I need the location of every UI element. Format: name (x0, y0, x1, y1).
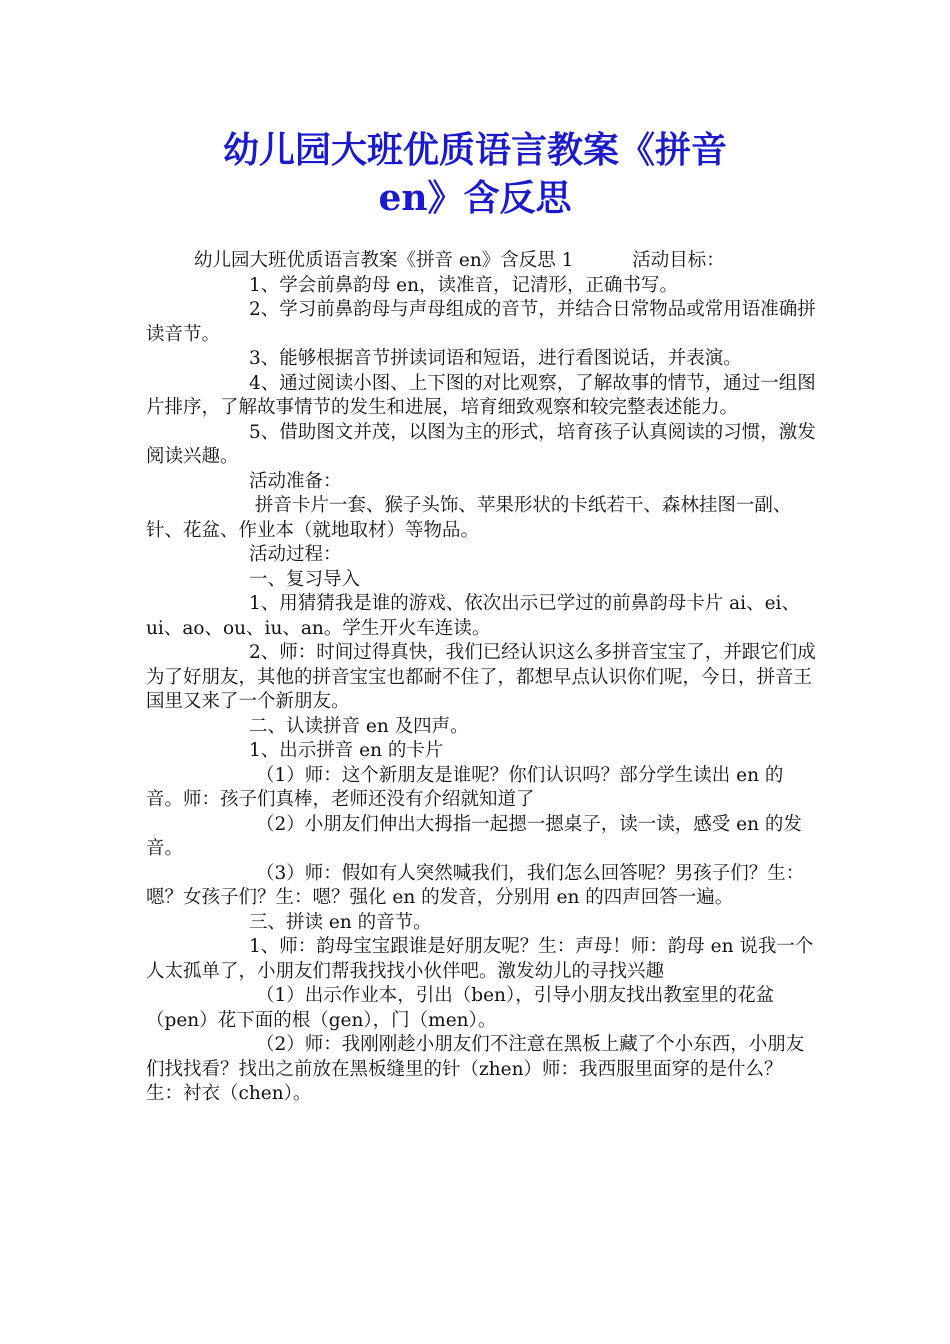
body-paragraph: 拼音卡片一套、猴子头饰、苹果形状的卡纸若干、森林挂图一副、针、花盆、作业本（就地取材）等物品。 (146, 495, 792, 541)
body-paragraph: 2、师：时间过得真快，我们已经认识这么多拼音宝宝了，并跟它们成为了好朋友，其他的拼音宝宝也都耐不住了，都想早点认识你们呢，今日，拼音王国里又来了一个新朋友。 (146, 642, 816, 712)
section-heading: 一、复习导入 (249, 568, 361, 590)
goal-paragraph: 5、借助图文并茂，以图为主的形式，培育孩子认真阅读的习惯，激发阅读兴趣。 (146, 421, 816, 467)
section-heading: 活动准备： (249, 470, 342, 492)
goal-paragraph: 1、学会前鼻韵母 en，读准音，记清形，正确书写。 (249, 274, 679, 296)
body-paragraph: （3）师：假如有人突然喊我们，我们怎么回答呢？男孩子们？生：嗯？女孩子们？生：嗯？强化 en 的发音，分别用 en 的四声回答一遍。 (146, 862, 805, 908)
body-paragraph: 1、用猜猜我是谁的游戏、依次出示已学过的前鼻韵母卡片 ai、ei、ui、ao、ou、iu、an。学生开火车连读。 (146, 593, 800, 639)
body-paragraph: （2）师：我刚刚趁小朋友们不注意在黑板上藏了个小东西，小朋友们找找看？找出之前放在黑板缝里的针（zhen）师：我西服里面穿的是什么？生：衬衣（chen）。 (146, 1034, 805, 1104)
body-paragraph: 1、师：韵母宝宝跟谁是好朋友呢？生：声母！师：韵母 en 说我一个人太孤单了，小朋友们帮我找找小伙伴吧。激发幼儿的寻找兴趣 (146, 936, 814, 982)
title-line-2: en》含反思 (378, 177, 572, 219)
body-paragraph: （2）小朋友们伸出大拇指一起摁一摁桌子，读一读，感受 en 的发音。 (146, 813, 802, 859)
section-heading: 活动过程： (249, 544, 342, 565)
intro-heading: 幼儿园大班优质语言教案《拼音 en》含反思 1 活动目标： (194, 250, 725, 271)
goal-paragraph: 2、学习前鼻韵母与声母组成的音节，并结合日常物品或常用语准确拼读音节。 (146, 299, 816, 345)
section-heading: 二、认读拼音 en 及四声。 (249, 715, 469, 737)
goal-paragraph: 3、能够根据音节拼读词语和短语，进行看图说话，并表演。 (249, 348, 742, 369)
body-paragraph: （1）出示作业本，引出（ben），引导小朋友找出教室里的花盆（pen）花下面的根（gen），门（men）。 (146, 985, 775, 1031)
title-line-1: 幼儿园大班优质语言教案《拼音 (222, 129, 727, 171)
body-paragraph: （1）师：这个新朋友是谁呢？你们认识吗？部分学生读出 en 的音。师：孩子们真棒，老师还没有介绍就知道了 (146, 764, 784, 810)
goal-paragraph: 4、通过阅读小图、上下图的对比观察，了解故事的情节，通过一组图片排序，了解故事情节的发生和进展，培育细致观察和较完整表述能力。 (146, 372, 816, 418)
document-title (100, 126, 850, 222)
document-body (146, 249, 818, 1107)
body-paragraph: 1、出示拼音 en 的卡片 (249, 740, 444, 761)
section-heading: 三、拼读 en 的音节。 (249, 911, 432, 933)
